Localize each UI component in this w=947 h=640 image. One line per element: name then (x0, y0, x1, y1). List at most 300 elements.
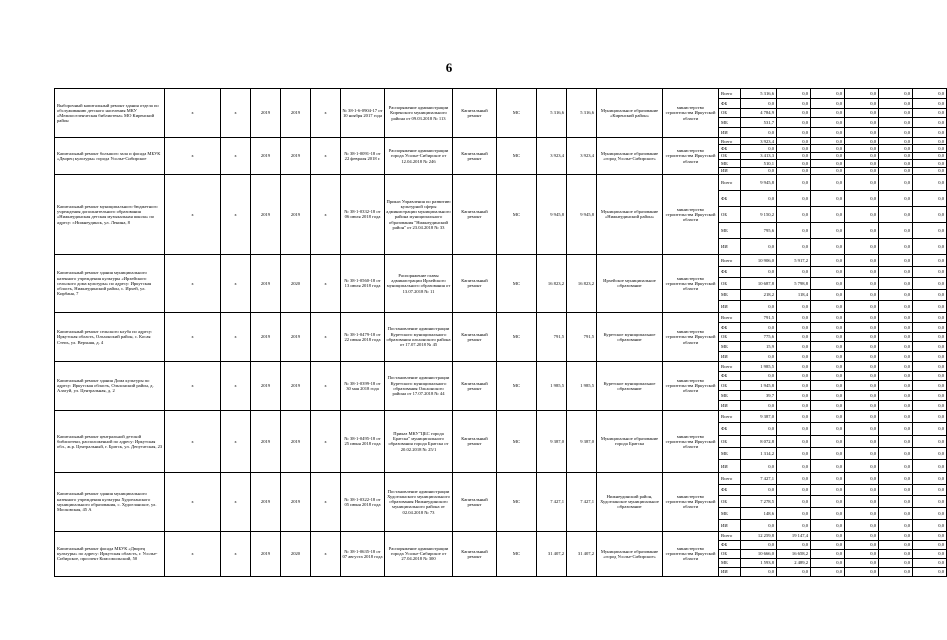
funding-value: 0,0 (741, 266, 777, 278)
funding-value: 0,0 (845, 361, 879, 371)
funding-value: 0,0 (913, 484, 947, 496)
funding-value: 0,0 (913, 278, 947, 290)
capacity-cell: х (165, 410, 221, 472)
funding-value: 0,0 (811, 190, 845, 206)
funding-value: 0,0 (879, 381, 913, 391)
funding-value: 0,0 (811, 98, 845, 108)
work-type: Капитальный ремонт (453, 410, 497, 472)
funding-value: 0,0 (845, 301, 879, 313)
funding-value: 0,0 (845, 98, 879, 108)
funding-value: 0,0 (913, 342, 947, 352)
funding-value: 0,0 (777, 238, 811, 254)
funding-value: 0,0 (811, 549, 845, 558)
funding-value: 0,0 (777, 190, 811, 206)
object-description: Капитальный ремонт здания муниципального казенного учреждения культуры Худоеланского муниципального образования, с. Худоеланское, ул. Московская, 45 А (55, 472, 165, 531)
funding-value: 0,0 (811, 410, 845, 422)
funding-value: 0,0 (811, 152, 845, 159)
expertise-cell: № 38-1-0322-18 от 05 июня 2018 года (341, 472, 385, 531)
recipient-cell: Муниципальное образование «город Усолье-Сибирское» (597, 531, 663, 576)
year-end: 2019 (281, 312, 311, 361)
year-end: 2019 (281, 137, 311, 174)
remaining-cost: 7 427,1 (567, 472, 597, 531)
funding-value: 9 945,8 (741, 174, 777, 190)
year-end: 2019 (281, 174, 311, 254)
funding-value: 0,0 (845, 278, 879, 290)
funding-source-code: ОБ (719, 381, 741, 391)
year-end: 2019 (281, 361, 311, 410)
funding-value: 0,0 (741, 301, 777, 313)
funding-source-code: МБ (719, 342, 741, 352)
design-cell: х (311, 254, 341, 312)
funding-value: 0,0 (777, 206, 811, 222)
estimated-cost: 9 387,0 (537, 410, 567, 472)
funding-value: 0,0 (845, 352, 879, 362)
table-row (55, 174, 947, 190)
table-row (55, 254, 947, 266)
expertise-cell: № 38-1-6-0904-17 от 10 ноября 2017 года (341, 89, 385, 138)
funding-value: 0,0 (879, 410, 913, 422)
funding-value: 0,0 (845, 531, 879, 540)
funding-value: 0,0 (845, 108, 879, 118)
funding-value: 0,0 (777, 472, 811, 484)
expertise-cell: № 38-1-0479-18 от 22 июня 2018 года (341, 312, 385, 361)
recipient-cell: Муниципальное образование «Киренский район» (597, 89, 663, 138)
funding-value: 0,0 (811, 312, 845, 322)
funding-value: 0,0 (811, 289, 845, 301)
funding-value: 0,0 (845, 520, 879, 532)
funding-value: 0,0 (879, 160, 913, 167)
funding-value: 0,0 (913, 540, 947, 549)
funding-value: 0,0 (777, 448, 811, 460)
year-start: 2019 (251, 312, 281, 361)
funding-value: 19 147,4 (777, 531, 811, 540)
funding-value: 3 923,4 (741, 137, 777, 144)
ownership-cell: МС (497, 254, 537, 312)
ownership-cell: МС (497, 361, 537, 410)
capacity-cell: х (165, 531, 221, 576)
funding-value: 0,0 (811, 174, 845, 190)
funding-value: 0,0 (811, 118, 845, 128)
ownership-cell: МС (497, 472, 537, 531)
funding-value: 0,0 (777, 108, 811, 118)
ownership-cell: МС (497, 137, 537, 174)
funding-value: 0,0 (811, 145, 845, 152)
capacity-cell: х (165, 174, 221, 254)
funding-value: 0,0 (741, 167, 777, 174)
funding-value: 0,0 (845, 167, 879, 174)
table-row (55, 361, 947, 371)
funding-value: 0,0 (777, 508, 811, 520)
funding-value: 0,0 (777, 540, 811, 549)
funding-value: 0,0 (913, 448, 947, 460)
funding-value: 0,0 (879, 312, 913, 322)
basis-document: Приказ МКУ"ЦБС города Братска" муниципального образования города Братска от 20.02.2018 № 25/1 (385, 410, 453, 472)
funding-value: 0,0 (913, 508, 947, 520)
funding-value: 0,0 (811, 558, 845, 567)
funding-value: 0,0 (845, 540, 879, 549)
funding-value: 0,0 (879, 332, 913, 342)
funding-value: 0,0 (913, 137, 947, 144)
funding-value: 0,0 (845, 206, 879, 222)
funding-value: 0,0 (811, 238, 845, 254)
funding-value: 0,0 (811, 401, 845, 411)
design-cell: х (311, 531, 341, 576)
unit-cell: х (221, 410, 251, 472)
remaining-cost: 791,5 (567, 312, 597, 361)
funding-value: 0,0 (879, 371, 913, 381)
year-start: 2019 (251, 410, 281, 472)
funding-value: 0,0 (879, 206, 913, 222)
funding-value: 1 985,5 (741, 361, 777, 371)
funding-value: 0,0 (811, 361, 845, 371)
ministry-cell: министерство строительства Иркутской области (663, 254, 719, 312)
funding-value: 5 917,2 (777, 254, 811, 266)
funding-value: 0,0 (879, 254, 913, 266)
funding-source-code: ИИ (719, 520, 741, 532)
program-table (54, 88, 947, 577)
funding-value: 0,0 (777, 361, 811, 371)
funding-value: 791,5 (741, 312, 777, 322)
funding-value: 0,0 (741, 98, 777, 108)
year-start: 2019 (251, 254, 281, 312)
year-start: 2019 (251, 531, 281, 576)
funding-source-code: МБ (719, 508, 741, 520)
funding-value: 0,0 (879, 472, 913, 484)
funding-source-code: ИИ (719, 238, 741, 254)
funding-value: 0,0 (811, 266, 845, 278)
funding-value: 0,0 (845, 423, 879, 435)
funding-value: 10 687,8 (741, 278, 777, 290)
funding-value: 0,0 (879, 423, 913, 435)
funding-value: 0,0 (811, 352, 845, 362)
funding-value: 531,7 (741, 118, 777, 128)
estimated-cost: 3 923,4 (537, 137, 567, 174)
funding-value: 0,0 (777, 332, 811, 342)
funding-value: 0,0 (845, 174, 879, 190)
recipient-cell: Куретское муниципальное образование (597, 361, 663, 410)
funding-value: 0,0 (845, 508, 879, 520)
funding-value: 0,0 (879, 435, 913, 447)
funding-value: 0,0 (777, 401, 811, 411)
funding-value: 0,0 (811, 448, 845, 460)
funding-value: 0,0 (777, 312, 811, 322)
expertise-cell: № 38-1-0332-18 от 06 июля 2018 года (341, 174, 385, 254)
funding-value: 0,0 (811, 371, 845, 381)
remaining-cost: 9 387,0 (567, 410, 597, 472)
year-end: 2019 (281, 410, 311, 472)
funding-value: 0,0 (811, 342, 845, 352)
ownership-cell: МС (497, 410, 537, 472)
funding-value: 4 784,9 (741, 108, 777, 118)
funding-value: 0,0 (777, 160, 811, 167)
funding-value: 0,0 (845, 371, 879, 381)
funding-source-code: ФБ (719, 145, 741, 152)
funding-value: 0,0 (879, 167, 913, 174)
ministry-cell: министерство строительства Иркутской области (663, 312, 719, 361)
funding-value: 218,2 (741, 289, 777, 301)
funding-value: 0,0 (811, 160, 845, 167)
design-cell: х (311, 361, 341, 410)
expertise-cell: № 38-1-0495-18 от 25 июня 2018 года (341, 410, 385, 472)
funding-value: 0,0 (741, 322, 777, 332)
expertise-cell: № 38-1-0091-18 от 22 февраля 2018 г. (341, 137, 385, 174)
funding-value: 0,0 (913, 238, 947, 254)
funding-value: 15,9 (741, 342, 777, 352)
funding-value: 0,0 (845, 137, 879, 144)
funding-value: 795,6 (741, 222, 777, 238)
ownership-cell: МС (497, 174, 537, 254)
funding-value: 0,0 (741, 371, 777, 381)
object-description: Выборочный капитальный ремонт здания отдела по обслуживанию детского населения МКУ «Межпоселенческая библиотека» МО Киренский район (55, 89, 165, 138)
funding-value: 118,4 (777, 289, 811, 301)
unit-cell: х (221, 174, 251, 254)
funding-source-code: ФБ (719, 98, 741, 108)
funding-value: 0,0 (777, 89, 811, 99)
funding-value: 0,0 (811, 108, 845, 118)
unit-cell: х (221, 361, 251, 410)
funding-value: 0,0 (913, 254, 947, 266)
funding-value: 0,0 (879, 342, 913, 352)
ministry-cell: министерство строительства Иркутской области (663, 410, 719, 472)
funding-value: 0,0 (913, 312, 947, 322)
funding-source-code: ФБ (719, 266, 741, 278)
year-end: 2020 (281, 531, 311, 576)
funding-value: 0,0 (913, 401, 947, 411)
expertise-cell: № 38-1-0560-18 от 13 июля 2018 года (341, 254, 385, 312)
basis-document: Постановление администрации Худоеланского муниципального образования Нижнеудинского муниципального района от 02.04.2018 № 73 (385, 472, 453, 531)
funding-value: 0,0 (777, 137, 811, 144)
funding-value: 0,0 (845, 238, 879, 254)
funding-value: 0,0 (879, 549, 913, 558)
funding-value: 0,0 (879, 448, 913, 460)
funding-value: 0,0 (913, 266, 947, 278)
funding-value: 0,0 (845, 381, 879, 391)
funding-value: 0,0 (845, 558, 879, 567)
funding-value: 0,0 (913, 128, 947, 138)
funding-value: 0,0 (811, 222, 845, 238)
funding-value: 0,0 (879, 108, 913, 118)
funding-value: 0,0 (845, 89, 879, 99)
funding-value: 0,0 (811, 567, 845, 576)
funding-source-code: Всего (719, 174, 741, 190)
funding-value: 0,0 (811, 332, 845, 342)
expertise-cell: № 38-1-0635-18 от 07 августа 2018 года (341, 531, 385, 576)
estimated-cost: 31 407,2 (537, 531, 567, 576)
funding-value: 0,0 (913, 206, 947, 222)
funding-value: 0,0 (879, 98, 913, 108)
funding-value: 0,0 (741, 484, 777, 496)
funding-value: 0,0 (777, 423, 811, 435)
funding-value: 0,0 (811, 254, 845, 266)
page-number: 6 (445, 60, 453, 75)
funding-value: 0,0 (879, 391, 913, 401)
design-cell: х (311, 472, 341, 531)
table-row (55, 410, 947, 422)
funding-source-code: Всего (719, 410, 741, 422)
capacity-cell: х (165, 472, 221, 531)
recipient-cell: Ирхейское муниципальное образование (597, 254, 663, 312)
estimated-cost: 791,5 (537, 312, 567, 361)
funding-value: 0,0 (879, 152, 913, 159)
funding-source-code: Всего (719, 361, 741, 371)
funding-value: 0,0 (913, 460, 947, 472)
year-end: 2020 (281, 254, 311, 312)
funding-value: 0,0 (913, 371, 947, 381)
funding-value: 0,0 (741, 460, 777, 472)
funding-value: 0,0 (913, 301, 947, 313)
funding-value: 0,0 (777, 496, 811, 508)
funding-source-code: ОБ (719, 435, 741, 447)
funding-value: 0,0 (845, 118, 879, 128)
funding-value: 0,0 (777, 520, 811, 532)
funding-value: 510,1 (741, 160, 777, 167)
ministry-cell: министерство строительства Иркутской области (663, 361, 719, 410)
funding-value: 0,0 (777, 435, 811, 447)
funding-value: 0,0 (777, 391, 811, 401)
capacity-cell: х (165, 254, 221, 312)
table-row (55, 137, 947, 144)
funding-value: 0,0 (777, 342, 811, 352)
basis-document: Распоряжение администрации города Усолье-Сибирское от 27.04.2018 № 300 (385, 531, 453, 576)
funding-value: 0,0 (811, 531, 845, 540)
funding-value: 0,0 (879, 137, 913, 144)
funding-value: 5 316,6 (741, 89, 777, 99)
funding-value: 0,0 (913, 352, 947, 362)
remaining-cost: 5 316,6 (567, 89, 597, 138)
funding-value: 0,0 (879, 352, 913, 362)
funding-value: 0,0 (913, 222, 947, 238)
table-row (55, 472, 947, 484)
funding-value: 0,0 (777, 381, 811, 391)
funding-value: 0,0 (879, 540, 913, 549)
year-end: 2019 (281, 89, 311, 138)
ministry-cell: министерство строительства Иркутской области (663, 137, 719, 174)
funding-value: 0,0 (811, 496, 845, 508)
capacity-cell: х (165, 312, 221, 361)
work-type: Капитальный ремонт (453, 361, 497, 410)
funding-value: 0,0 (741, 567, 777, 576)
funding-value: 0,0 (913, 98, 947, 108)
recipient-cell: Муниципальное образование города Братска (597, 410, 663, 472)
funding-value: 0,0 (811, 381, 845, 391)
basis-document: Распоряжение администрации Киренского муниципального района от 09.03.2018 № 113 (385, 89, 453, 138)
funding-value: 12 259,8 (741, 531, 777, 540)
basis-document: Распоряжение главы администрации Ирхейского муниципального образования от 13.07.2018 № 11 (385, 254, 453, 312)
funding-value: 0,0 (845, 391, 879, 401)
funding-value: 0,0 (777, 222, 811, 238)
object-description: Капитальный ремонт большого зала и фасада МБУК «Дворец культуры» города Усолье-Сибирское (55, 137, 165, 174)
funding-value: 0,0 (811, 520, 845, 532)
funding-source-code: Всего (719, 89, 741, 99)
funding-source-code: ФБ (719, 322, 741, 332)
funding-source-code: МБ (719, 391, 741, 401)
funding-source-code: МБ (719, 448, 741, 460)
design-cell: х (311, 137, 341, 174)
expertise-cell: № 38-1-0399-18 от 30 мая 2018 года (341, 361, 385, 410)
funding-value: 9 150,2 (741, 206, 777, 222)
funding-value: 0,0 (879, 484, 913, 496)
funding-value: 1 593,8 (741, 558, 777, 567)
funding-value: 0,0 (741, 145, 777, 152)
funding-value: 0,0 (879, 145, 913, 152)
ministry-cell: министерство строительства Иркутской области (663, 531, 719, 576)
funding-value: 0,0 (845, 435, 879, 447)
funding-value: 0,0 (811, 460, 845, 472)
funding-value: 0,0 (845, 472, 879, 484)
funding-source-code: ФБ (719, 484, 741, 496)
capacity-cell: х (165, 137, 221, 174)
funding-value: 0,0 (811, 137, 845, 144)
estimated-cost: 5 316,6 (537, 89, 567, 138)
funding-source-code: ОБ (719, 278, 741, 290)
funding-value: 0,0 (741, 128, 777, 138)
table-row (55, 531, 947, 540)
funding-value: 0,0 (879, 238, 913, 254)
funding-value: 0,0 (913, 496, 947, 508)
funding-value: 0,0 (811, 278, 845, 290)
funding-value: 0,0 (879, 531, 913, 540)
funding-source-code: Всего (719, 531, 741, 540)
funding-value: 0,0 (845, 460, 879, 472)
funding-value: 0,0 (913, 152, 947, 159)
funding-value: 0,0 (811, 435, 845, 447)
design-cell: х (311, 312, 341, 361)
ownership-cell: МС (497, 531, 537, 576)
funding-value: 0,0 (741, 540, 777, 549)
funding-value: 0,0 (913, 89, 947, 99)
funding-value: 0,0 (879, 460, 913, 472)
basis-document: Постановление администрации Куретского муниципального образования Ольхонского района от 17.07.2018 № 44 (385, 361, 453, 410)
funding-value: 0,0 (845, 410, 879, 422)
funding-value: 0,0 (879, 508, 913, 520)
funding-value: 0,0 (913, 567, 947, 576)
funding-value: 0,0 (845, 549, 879, 558)
capacity-cell: х (165, 361, 221, 410)
unit-cell: х (221, 254, 251, 312)
funding-value: 0,0 (879, 222, 913, 238)
funding-value: 0,0 (845, 190, 879, 206)
funding-source-code: ИИ (719, 352, 741, 362)
funding-value: 0,0 (811, 484, 845, 496)
work-type: Капитальный ремонт (453, 174, 497, 254)
funding-value: 0,0 (879, 361, 913, 371)
estimated-cost: 7 427,1 (537, 472, 567, 531)
funding-source-code: ОБ (719, 152, 741, 159)
funding-value: 2 489,2 (777, 558, 811, 567)
funding-value: 0,0 (777, 128, 811, 138)
funding-source-code: ОБ (719, 332, 741, 342)
remaining-cost: 31 407,2 (567, 531, 597, 576)
unit-cell: х (221, 89, 251, 138)
funding-value: 0,0 (777, 322, 811, 332)
funding-value: 0,0 (777, 301, 811, 313)
remaining-cost: 16 823,2 (567, 254, 597, 312)
funding-value: 0,0 (741, 352, 777, 362)
funding-source-code: МБ (719, 222, 741, 238)
funding-value: 0,0 (879, 322, 913, 332)
funding-value: 0,0 (913, 549, 947, 558)
year-start: 2019 (251, 174, 281, 254)
funding-value: 0,0 (777, 460, 811, 472)
funding-value: 7 278,5 (741, 496, 777, 508)
funding-value: 0,0 (777, 352, 811, 362)
year-start: 2019 (251, 137, 281, 174)
funding-value: 0,0 (777, 167, 811, 174)
work-type: Капитальный ремонт (453, 472, 497, 531)
ownership-cell: МС (497, 89, 537, 138)
funding-value: 0,0 (879, 289, 913, 301)
funding-source-code: ИИ (719, 460, 741, 472)
